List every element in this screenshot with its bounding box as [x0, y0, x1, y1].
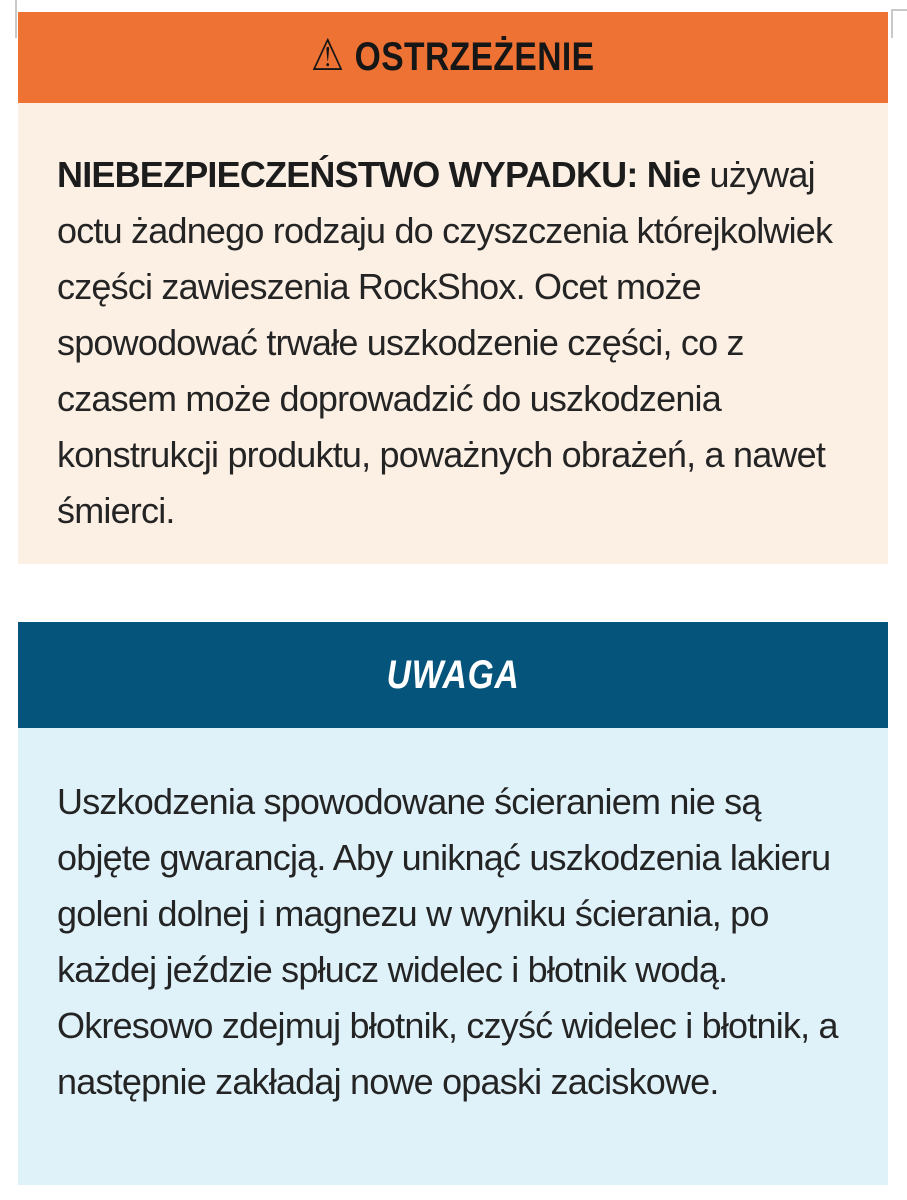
boxes-gap [18, 564, 888, 622]
notice-box-header-inner [386, 653, 519, 698]
warning-box [18, 12, 888, 564]
notice-box-header [18, 622, 888, 728]
page-edge-artifact-right [891, 9, 893, 38]
warning-triangle-icon: ⚠ [311, 29, 345, 81]
notice-box [18, 622, 888, 1185]
warning-box-title: OSTRZEŻENIE [354, 35, 595, 79]
warning-text-lead: NIEBEZPIECZEŃSTWO WYPADKU: Nie [57, 154, 701, 195]
notice-box-title: UWAGA [386, 652, 520, 697]
notice-box-body [18, 728, 888, 1185]
warning-box-body [18, 103, 888, 564]
page-edge-artifact-left [15, 0, 17, 38]
warning-box-header [18, 12, 888, 103]
notice-text [57, 774, 852, 1110]
notice-text-content: Uszkodzenia spowodowane ścieraniem nie są objęte gwarancją. Aby uniknąć uszkodzenia lakieru goleni dolnej i magnezu w wyniku ścierania, po każdej jeździe spłucz widelec i błotnik wodą. Okresowo zdejmuj błotnik, czyść widelec i błotnik, a następnie zakładaj nowe opaski zaciskowe. [57, 781, 838, 1102]
page-edge-artifact-right-top [891, 9, 907, 11]
page-content [18, 12, 888, 1185]
warning-box-header-inner [311, 29, 595, 81]
warning-text-rest: używaj octu żadnego rodzaju do czyszczenia którejkolwiek części zawieszenia RockShox. Ocet może spowodować trwałe uszkodzenie części, co z czasem może doprowadzić do uszkodzenia konstrukcji produktu, poważnych obrażeń, a nawet śmierci. [57, 154, 833, 531]
warning-text [57, 147, 852, 539]
